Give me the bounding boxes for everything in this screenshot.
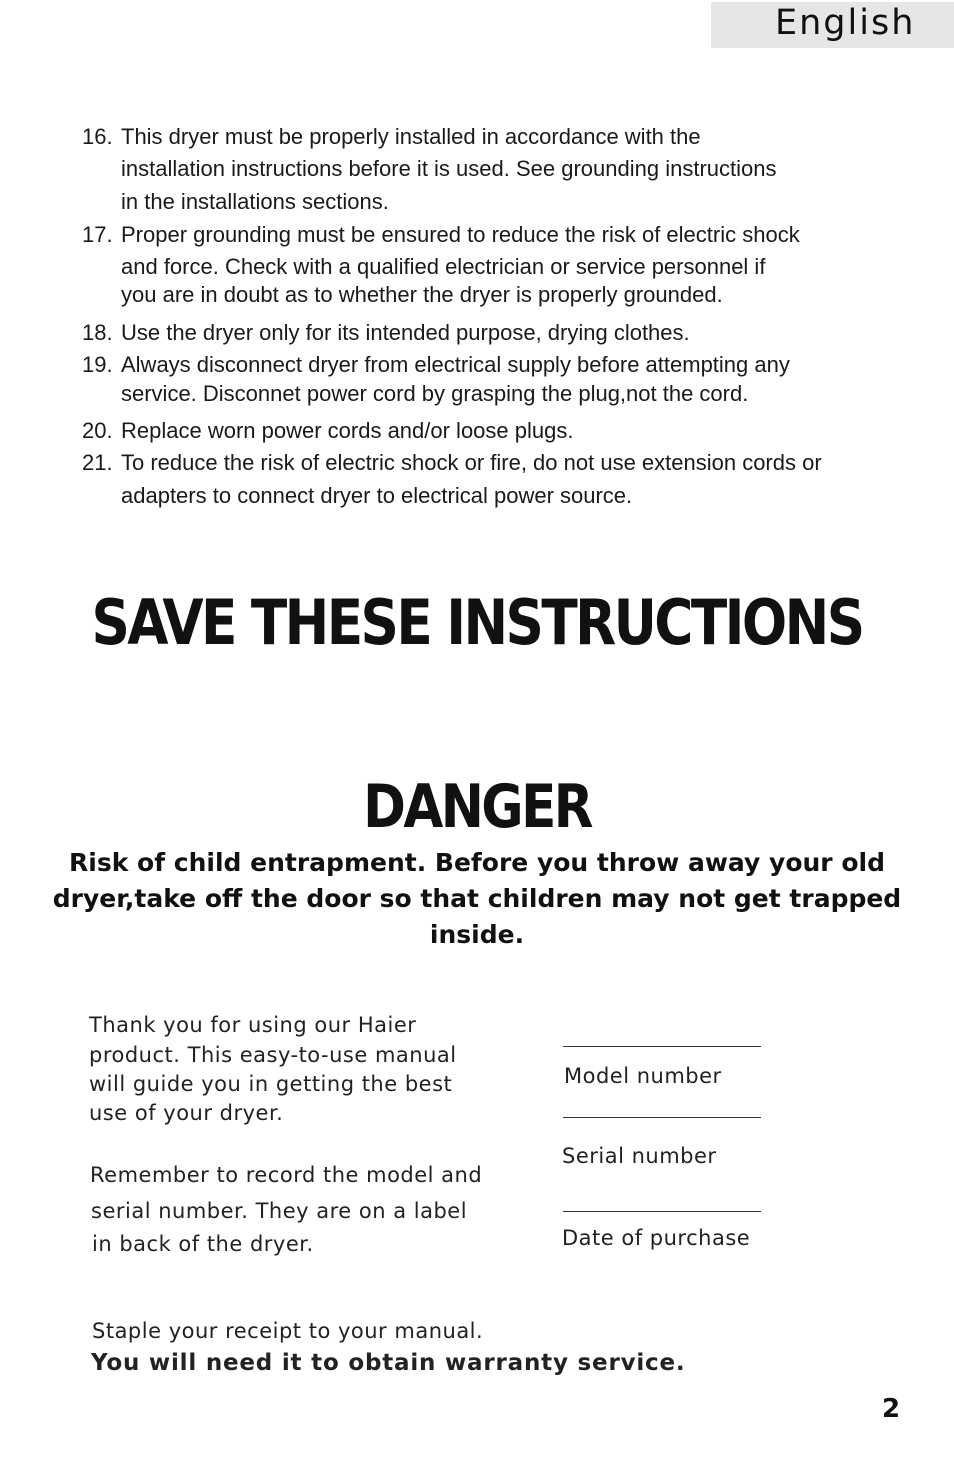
danger-line: dryer,take off the door so that children may not get trapped: [52, 884, 902, 913]
item-number: 16.: [82, 124, 113, 149]
paragraph-line: use of your dryer.: [89, 1101, 284, 1125]
paragraph-line: serial number. They are on a label: [91, 1199, 468, 1223]
item-text: adapters to connect dryer to electrical power source.: [121, 483, 633, 508]
danger-line: inside.: [429, 920, 525, 949]
danger-heading: DANGER: [363, 772, 591, 842]
item-text: Proper grounding must be ensured to reduce the risk of electric shock: [121, 222, 800, 247]
save-instructions-heading: SAVE THESE INSTRUCTIONS: [91, 586, 863, 659]
model-number-line: [563, 1046, 761, 1047]
staple-note: Staple your receipt to your manual.: [92, 1319, 484, 1343]
item-number: 19.: [82, 352, 113, 377]
paragraph-line: Thank you for using our Haier: [89, 1013, 417, 1037]
paragraph-line: product. This easy-to-use manual: [89, 1043, 457, 1067]
item-text: service. Disconnet power cord by grasping the plug,not the cord.: [121, 381, 749, 406]
item-text: you are in doubt as to whether the dryer is properly grounded.: [121, 282, 723, 307]
warranty-note: You will need it to obtain warranty service.: [91, 1350, 686, 1376]
paragraph-line: Remember to record the model and: [90, 1163, 483, 1187]
item-number: 20.: [82, 418, 113, 443]
page-number: 2: [882, 1394, 901, 1424]
item-text: To reduce the risk of electric shock or fire, do not use extension cords or: [121, 450, 822, 475]
language-tab: [711, 2, 954, 48]
serial-number-label: Serial number: [562, 1144, 717, 1168]
model-number-label: Model number: [564, 1064, 722, 1088]
item-text: installation instructions before it is used. See grounding instructions: [121, 156, 777, 181]
item-text: This dryer must be properly installed in accordance with the: [121, 124, 701, 149]
serial-number-line: [563, 1117, 761, 1118]
paragraph-line: will guide you in getting the best: [89, 1072, 453, 1096]
item-text: Use the dryer only for its intended purpose, drying clothes.: [121, 320, 690, 345]
language-label: English: [775, 3, 916, 43]
date-of-purchase-line: [563, 1211, 761, 1212]
item-text: and force. Check with a qualified electrician or service personnel if: [121, 254, 766, 279]
item-text: Replace worn power cords and/or loose plugs.: [121, 418, 574, 443]
item-number: 21.: [82, 450, 113, 475]
item-number: 18.: [82, 320, 113, 345]
item-text: in the installations sections.: [121, 189, 389, 214]
item-text: Always disconnect dryer from electrical supply before attempting any: [121, 352, 790, 377]
item-number: 17.: [82, 222, 113, 247]
date-of-purchase-label: Date of purchase: [562, 1226, 751, 1250]
paragraph-line: in back of the dryer.: [92, 1232, 314, 1256]
danger-line: Risk of child entrapment. Before you throw away your old: [69, 848, 885, 877]
